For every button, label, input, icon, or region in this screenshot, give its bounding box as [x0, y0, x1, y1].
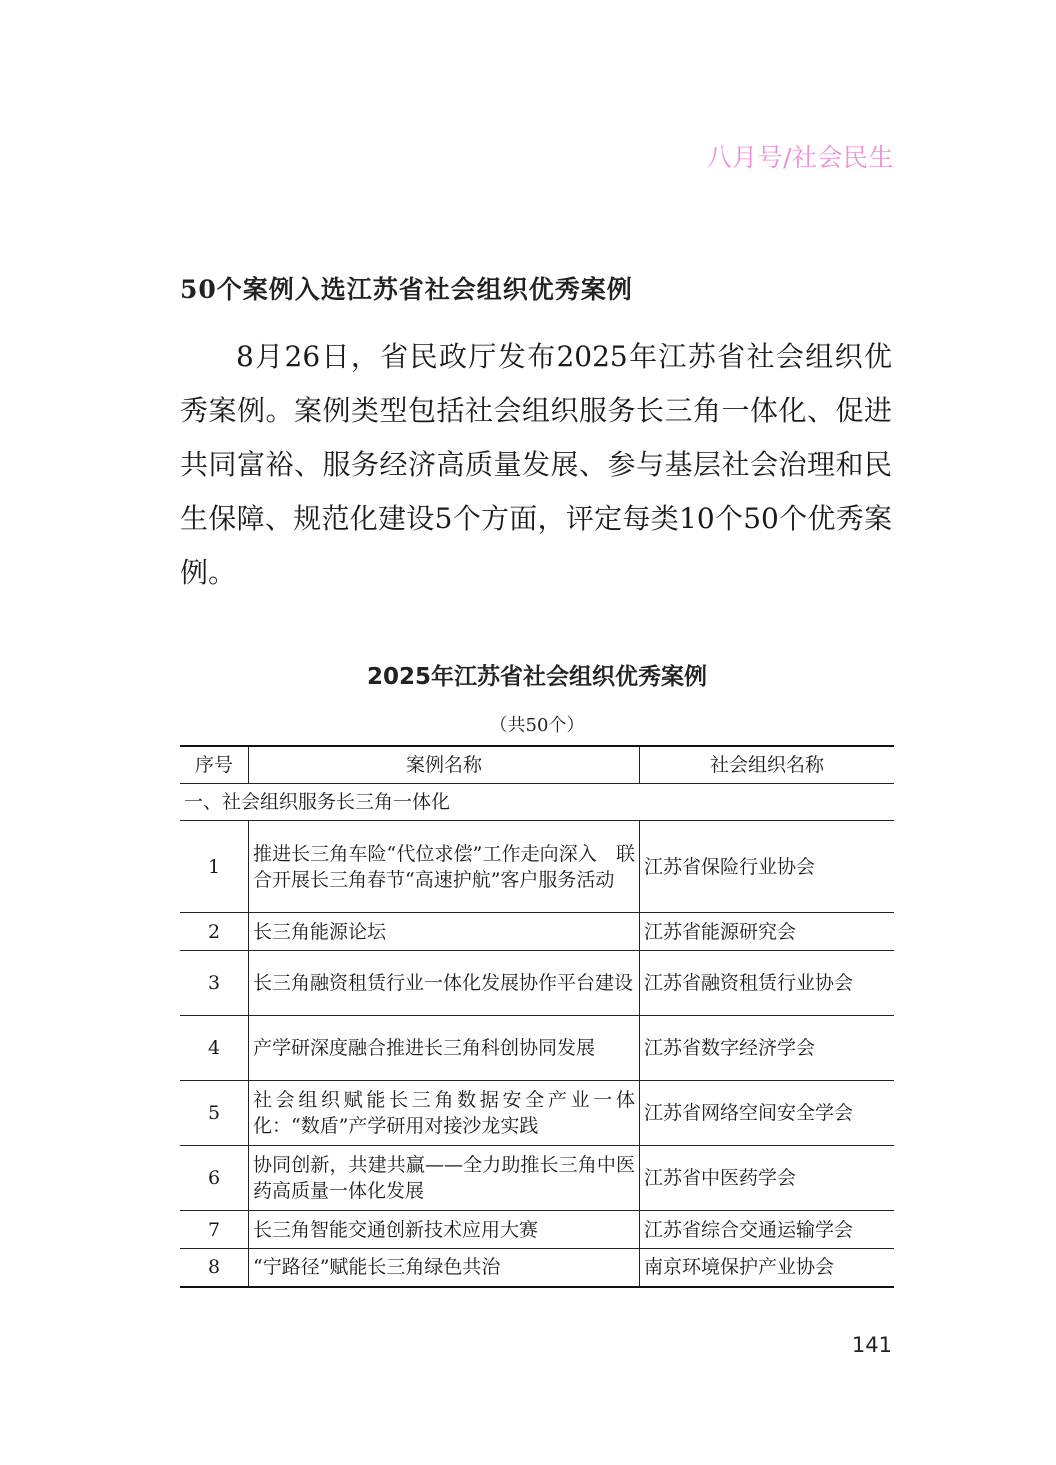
row-no: 6: [180, 1146, 249, 1211]
running-header: 八月号/社会民生: [706, 143, 894, 172]
table-row: [180, 1081, 894, 1146]
table-title: 2025年江苏省社会组织优秀案例: [366, 664, 707, 690]
header-org-name: 社会组织名称: [640, 746, 895, 784]
table-row: [180, 1211, 894, 1249]
row-case-name: 推进长三角车险“代位求偿”工作走向深入 联合开展长三角春节“高速护航”客户服务活动: [249, 821, 640, 913]
table-row: [180, 1249, 894, 1287]
row-no: 1: [180, 821, 249, 913]
row-case-name: 长三角能源论坛: [249, 913, 640, 951]
row-case-name: “宁路径”赋能长三角绿色共治: [249, 1249, 640, 1287]
row-no: 3: [180, 951, 249, 1016]
row-case-name: 长三角智能交通创新技术应用大赛: [249, 1211, 640, 1249]
section-label: 一、社会组织服务长三角一体化: [180, 784, 894, 821]
row-no: 2: [180, 913, 249, 951]
row-org-name: 江苏省数字经济学会: [640, 1016, 895, 1081]
row-org-name: 江苏省能源研究会: [640, 913, 895, 951]
article-title: 50个案例入选江苏省社会组织优秀案例: [180, 275, 633, 304]
row-no: 8: [180, 1249, 249, 1287]
row-org-name: 江苏省网络空间安全学会: [640, 1081, 895, 1146]
header-case-name: 案例名称: [249, 746, 640, 784]
row-case-name: 产学研深度融合推进长三角科创协同发展: [249, 1016, 640, 1081]
row-org-name: 江苏省保险行业协会: [640, 821, 895, 913]
cases-table: [180, 745, 894, 1288]
row-no: 7: [180, 1211, 249, 1249]
table-row: [180, 1146, 894, 1211]
table-row: [180, 1016, 894, 1081]
row-no: 5: [180, 1081, 249, 1146]
row-case-name: 协同创新，共建共赢——全力助推长三角中医药高质量一体化发展: [249, 1146, 640, 1211]
section-row: [180, 784, 894, 821]
header-no: 序号: [180, 746, 249, 784]
row-case-name: 长三角融资租赁行业一体化发展协作平台建设: [249, 951, 640, 1016]
table-row: [180, 913, 894, 951]
table-subtitle: （共50个）: [489, 715, 585, 736]
page-number: 141: [851, 1333, 892, 1357]
table-row: [180, 821, 894, 913]
row-org-name: 江苏省综合交通运输学会: [640, 1211, 895, 1249]
article-body: 8月26日，省民政厅发布2025年江苏省社会组织优秀案例。案例类型包括社会组织服务长三角一体化、促进共同富裕、服务经济高质量发展、参与基层社会治理和民生保障、规范化建设5个方面，评定每类10个50个优秀案例。: [180, 340, 892, 589]
row-no: 4: [180, 1016, 249, 1081]
row-org-name: 江苏省中医药学会: [640, 1146, 895, 1211]
row-org-name: 南京环境保护产业协会: [640, 1249, 895, 1287]
table-header-row: [180, 746, 894, 784]
row-case-name: 社会组织赋能长三角数据安全产业一体化：“数盾”产学研用对接沙龙实践: [249, 1081, 640, 1146]
table-row: [180, 951, 894, 1016]
row-org-name: 江苏省融资租赁行业协会: [640, 951, 895, 1016]
